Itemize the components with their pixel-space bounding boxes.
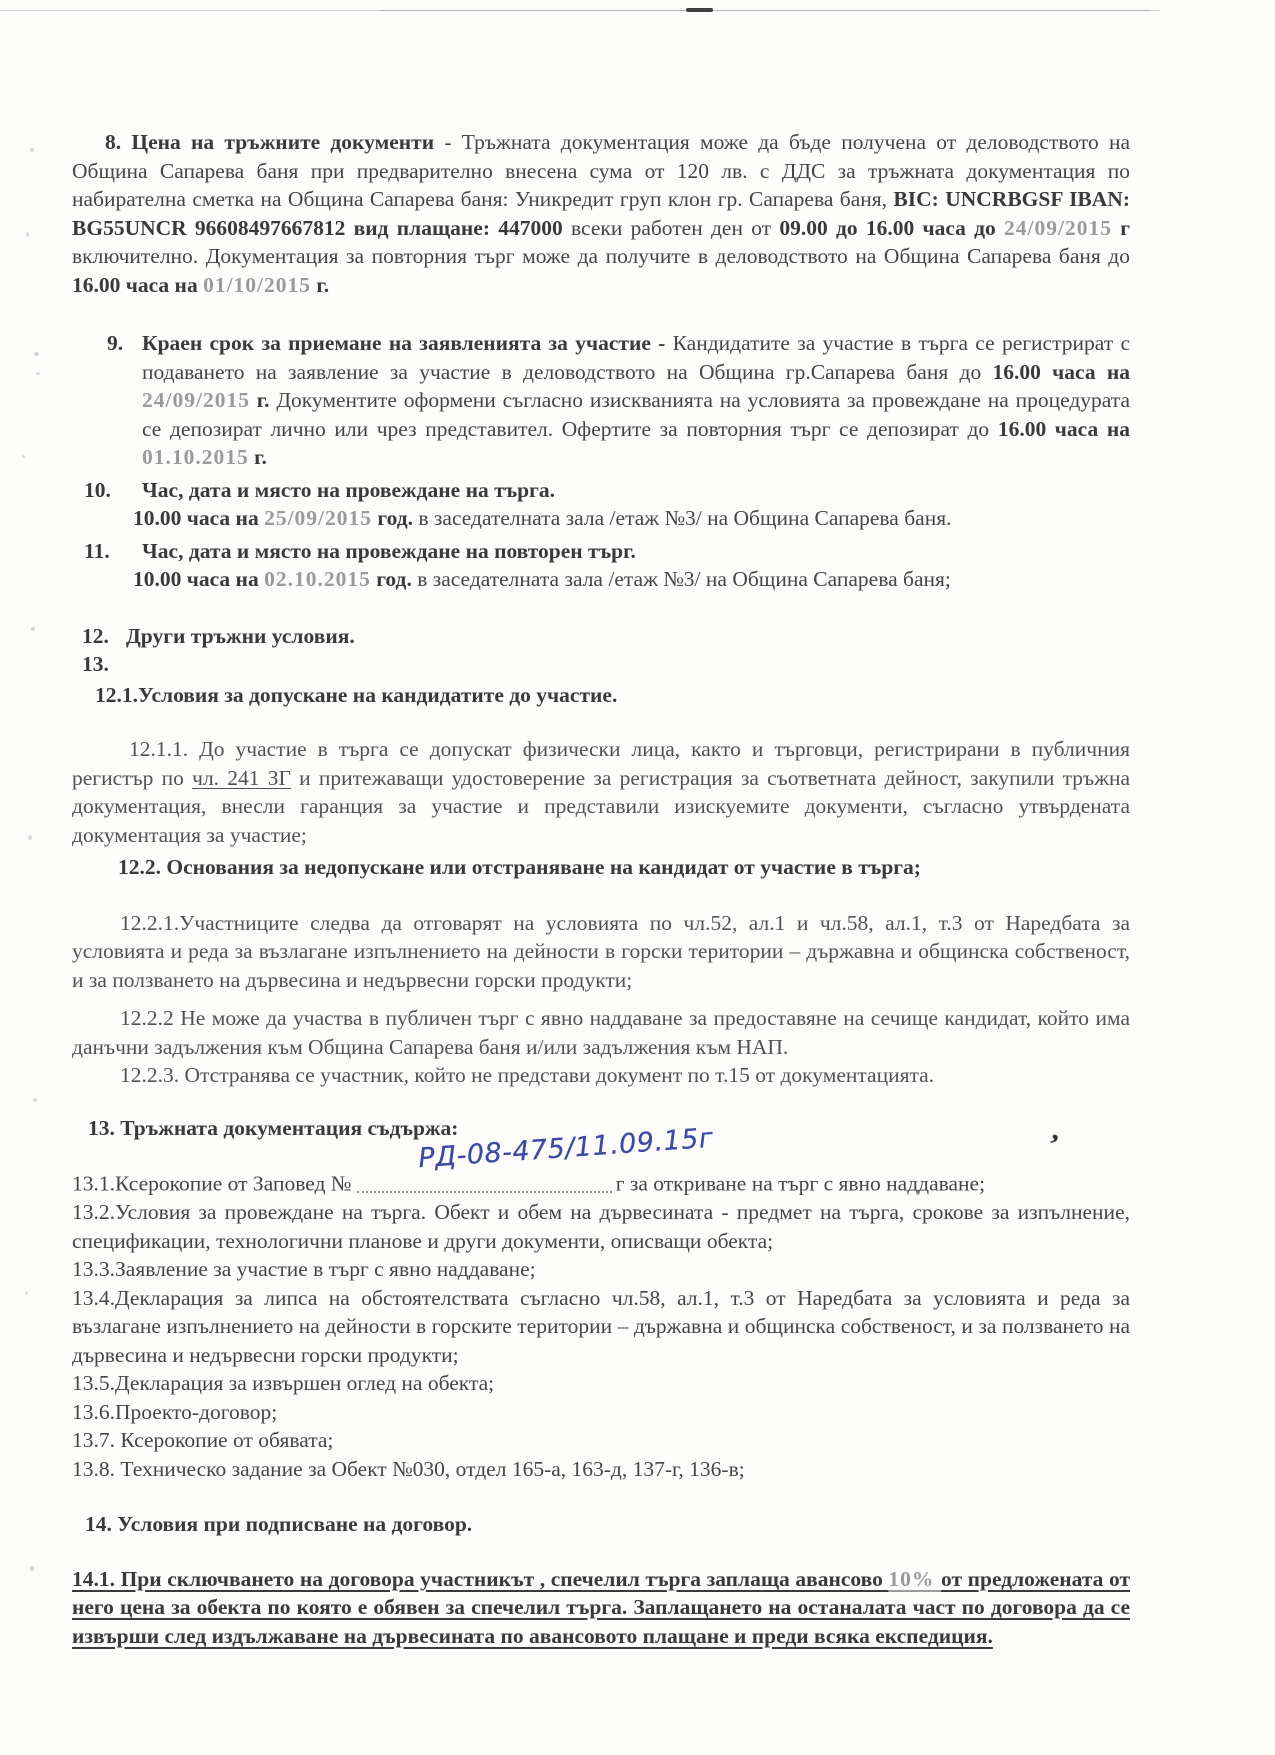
item-13-5: 13.5.Декларация за извършен оглед на обекта;	[72, 1371, 495, 1395]
section-14-heading: 14. Условия при подписване на договор.	[85, 1512, 473, 1536]
scan-speck	[34, 352, 39, 356]
deadline-date: 24/09/2015	[142, 388, 250, 412]
section-10-detail-line: 10.00 часа на 25/09/2015 год. в заседателната зала /етаж №3/ на Община Сапарева баня.	[133, 506, 952, 530]
section-9-heading: Краен срок за приемане на заявленията за участие -	[142, 331, 673, 355]
law-reference-link: чл. 241 ЗГ	[192, 765, 291, 790]
section-9-deadline-paragraph: 9. Краен срок за приемане на заявленията за участие - Кандидатите за участие в търга се регистрират с подаването на заявление за участие в деловодството на Община гр.Сапарева баня до 16.00 часа на 24/09/2015 г. Документите оформени съгласно изискванията на условията за провеждане на процедурата се депозират лично или чрез представител. Офертите за повторния търг се депозират до 16.00 часа на 01.10.2015 г.	[107, 331, 1130, 469]
scan-speck	[33, 1098, 37, 1102]
scan-speck	[25, 1291, 28, 1295]
section-11-heading-line	[84, 537, 1130, 566]
scan-speck	[28, 835, 32, 840]
section-12-heading: Други тръжни условия.	[126, 623, 355, 648]
item-13-3: 13.3.Заявление за участие в търг с явно наддаване;	[72, 1257, 536, 1281]
advance-percentage: 10%	[888, 1566, 942, 1591]
section-12-heading-line	[82, 622, 1130, 651]
handwritten-order-number: РД-08-475/11.09.15г	[417, 1122, 715, 1175]
section-12-2-heading: 12.2. Основания за недопускане или отстраняване на кандидат от участие в търга;	[118, 855, 921, 879]
orphan-13-number: 13.	[82, 652, 109, 676]
deadline-date: 24/09/2015	[1004, 215, 1112, 240]
scan-speck	[22, 455, 25, 458]
bank-details: BIC: UNCRBGSF IBAN: BG55UNCR 96608497667812 вид плащане: 447000	[72, 187, 1130, 240]
document-body	[72, 0, 1130, 1650]
section-13-heading: 13. Тръжната документация съдържа:	[88, 1115, 459, 1140]
clause-12-2-2: 12.2.2 Не може да участва в публичен търг с явно наддаване за предоставяне на сечище кандидат, който има данъчни задължения към Община Сапарева баня и/или задължения към НАП.	[72, 1006, 1130, 1059]
item-13-2: 13.2.Условия за провеждане на търга. Обект и обем на дървесината - предмет на търга, срокове за изпълнение, спецификации, технологични планове и други документи, описващи обекта;	[72, 1200, 1130, 1253]
item-13-7: 13.7. Ксерокопие от обявата;	[72, 1428, 334, 1452]
scan-speck	[26, 232, 29, 237]
auction-date: 25/09/2015	[264, 506, 373, 530]
item-number: 11.	[84, 538, 110, 563]
scan-speck	[30, 148, 34, 152]
section-10-heading-line	[84, 476, 1130, 505]
pen-mark: ’	[1044, 1127, 1062, 1162]
section-10-heading: Час, дата и място на провеждане на търга.	[142, 477, 556, 502]
section-8-heading: 8. Цена на тръжните документи	[105, 130, 445, 154]
item-number: 10.	[84, 477, 111, 502]
item-number: 9.	[107, 331, 124, 355]
clause-12-2-3: 12.2.3. Отстранява се участник, който не представи документ по т.15 от документацията.	[120, 1063, 935, 1087]
dotted-blank	[357, 1169, 612, 1193]
section-12-1-heading: 12.1.Условия за допускане на кандидатите до участие.	[95, 682, 618, 707]
scan-speck	[36, 372, 40, 375]
clause-12-1-1: 12.1.1. До участие в търга се допускат физически лица, както и търговци, регистрирани в публичния регистър по чл. 241 ЗГ и притежаващи удостоверение за регистрация за съответната дейност, закупили тръжна документация, внесли гаранция за участие и представили изискуемите документи, съгласно утвърдената документация за участие;	[72, 737, 1130, 847]
section-11-heading: Час, дата и място на провеждане на повторен търг.	[142, 538, 636, 563]
section-13-list	[72, 1169, 1130, 1483]
scan-speck	[31, 627, 35, 631]
item-13-4: 13.4.Декларация за липса на обстоятелствата съгласно чл.58, ал.1, т.3 от Наредбата за условията и реда за възлагане изпълнението на дейности в горските територии – държавна и общинска собственост, и за ползването на дървесина и недървесни горски продукти;	[72, 1285, 1130, 1367]
item-13-6: 13.6.Проекто-договор;	[72, 1399, 278, 1424]
clause-14-1: 14.1. При сключването на договора участникът , спечелил търга заплаща авансово 10% от предложената от него цена за обекта по която е обявен за спечелил търга. Заплащането на останалата част по договора да се извърши след издължаване на дървесината по авансовото плащане и преди всяка експедиция.	[72, 1566, 1131, 1648]
repeat-auction-date: 02.10.2015	[264, 567, 371, 591]
clause-12-2-1: 12.2.1.Участниците следва да отговарят на условията по чл.52, ал.1 и чл.58, ал.1, т.3 от Наредбата за условията и реда за възлагане изпълнението на дейности в горски територии – държавна и общинска собственост, и за ползването на дървесина и недървесни горски продукти;	[72, 910, 1130, 992]
section-11-detail-line: 10.00 часа на 02.10.2015 год. в заседателната зала /етаж №3/ на Община Сапарева баня;	[133, 567, 951, 591]
item-number: 12.	[82, 623, 109, 648]
second-deadline-date: 01.10.2015	[142, 445, 249, 469]
section-8-price-paragraph: 8. Цена на тръжните документи - Тръжната документация може да бъде получена от деловодството на Община Сапарева баня при предварително внесена сума от 120 лв. с ДДС за тръжната документация по набирателна сметка на Община Сапарева баня: Уникредит груп клон гр. Сапарева баня, BIC: UNCRBGSF IBAN: BG55UNCR 96608497667812 вид плащане: 447000 всеки работен ден от 09.00 до 16.00 часа до 24/09/2015 г включително. Документация за повторния търг може да получите в деловодството на Община Сапарева баня до 16.00 часа на 01/10/2015 г.	[72, 130, 1130, 297]
item-13-8: 13.8. Техническо задание за Обект №030, отдел 165-а, 163-д, 137-г, 136-в;	[72, 1456, 745, 1481]
second-auction-date: 01/10/2015	[203, 272, 312, 297]
item-13-1: 13.1.Ксерокопие от Заповед № г за откриване на търг с явно наддаване;	[72, 1169, 1130, 1198]
scan-speck	[30, 1566, 34, 1571]
